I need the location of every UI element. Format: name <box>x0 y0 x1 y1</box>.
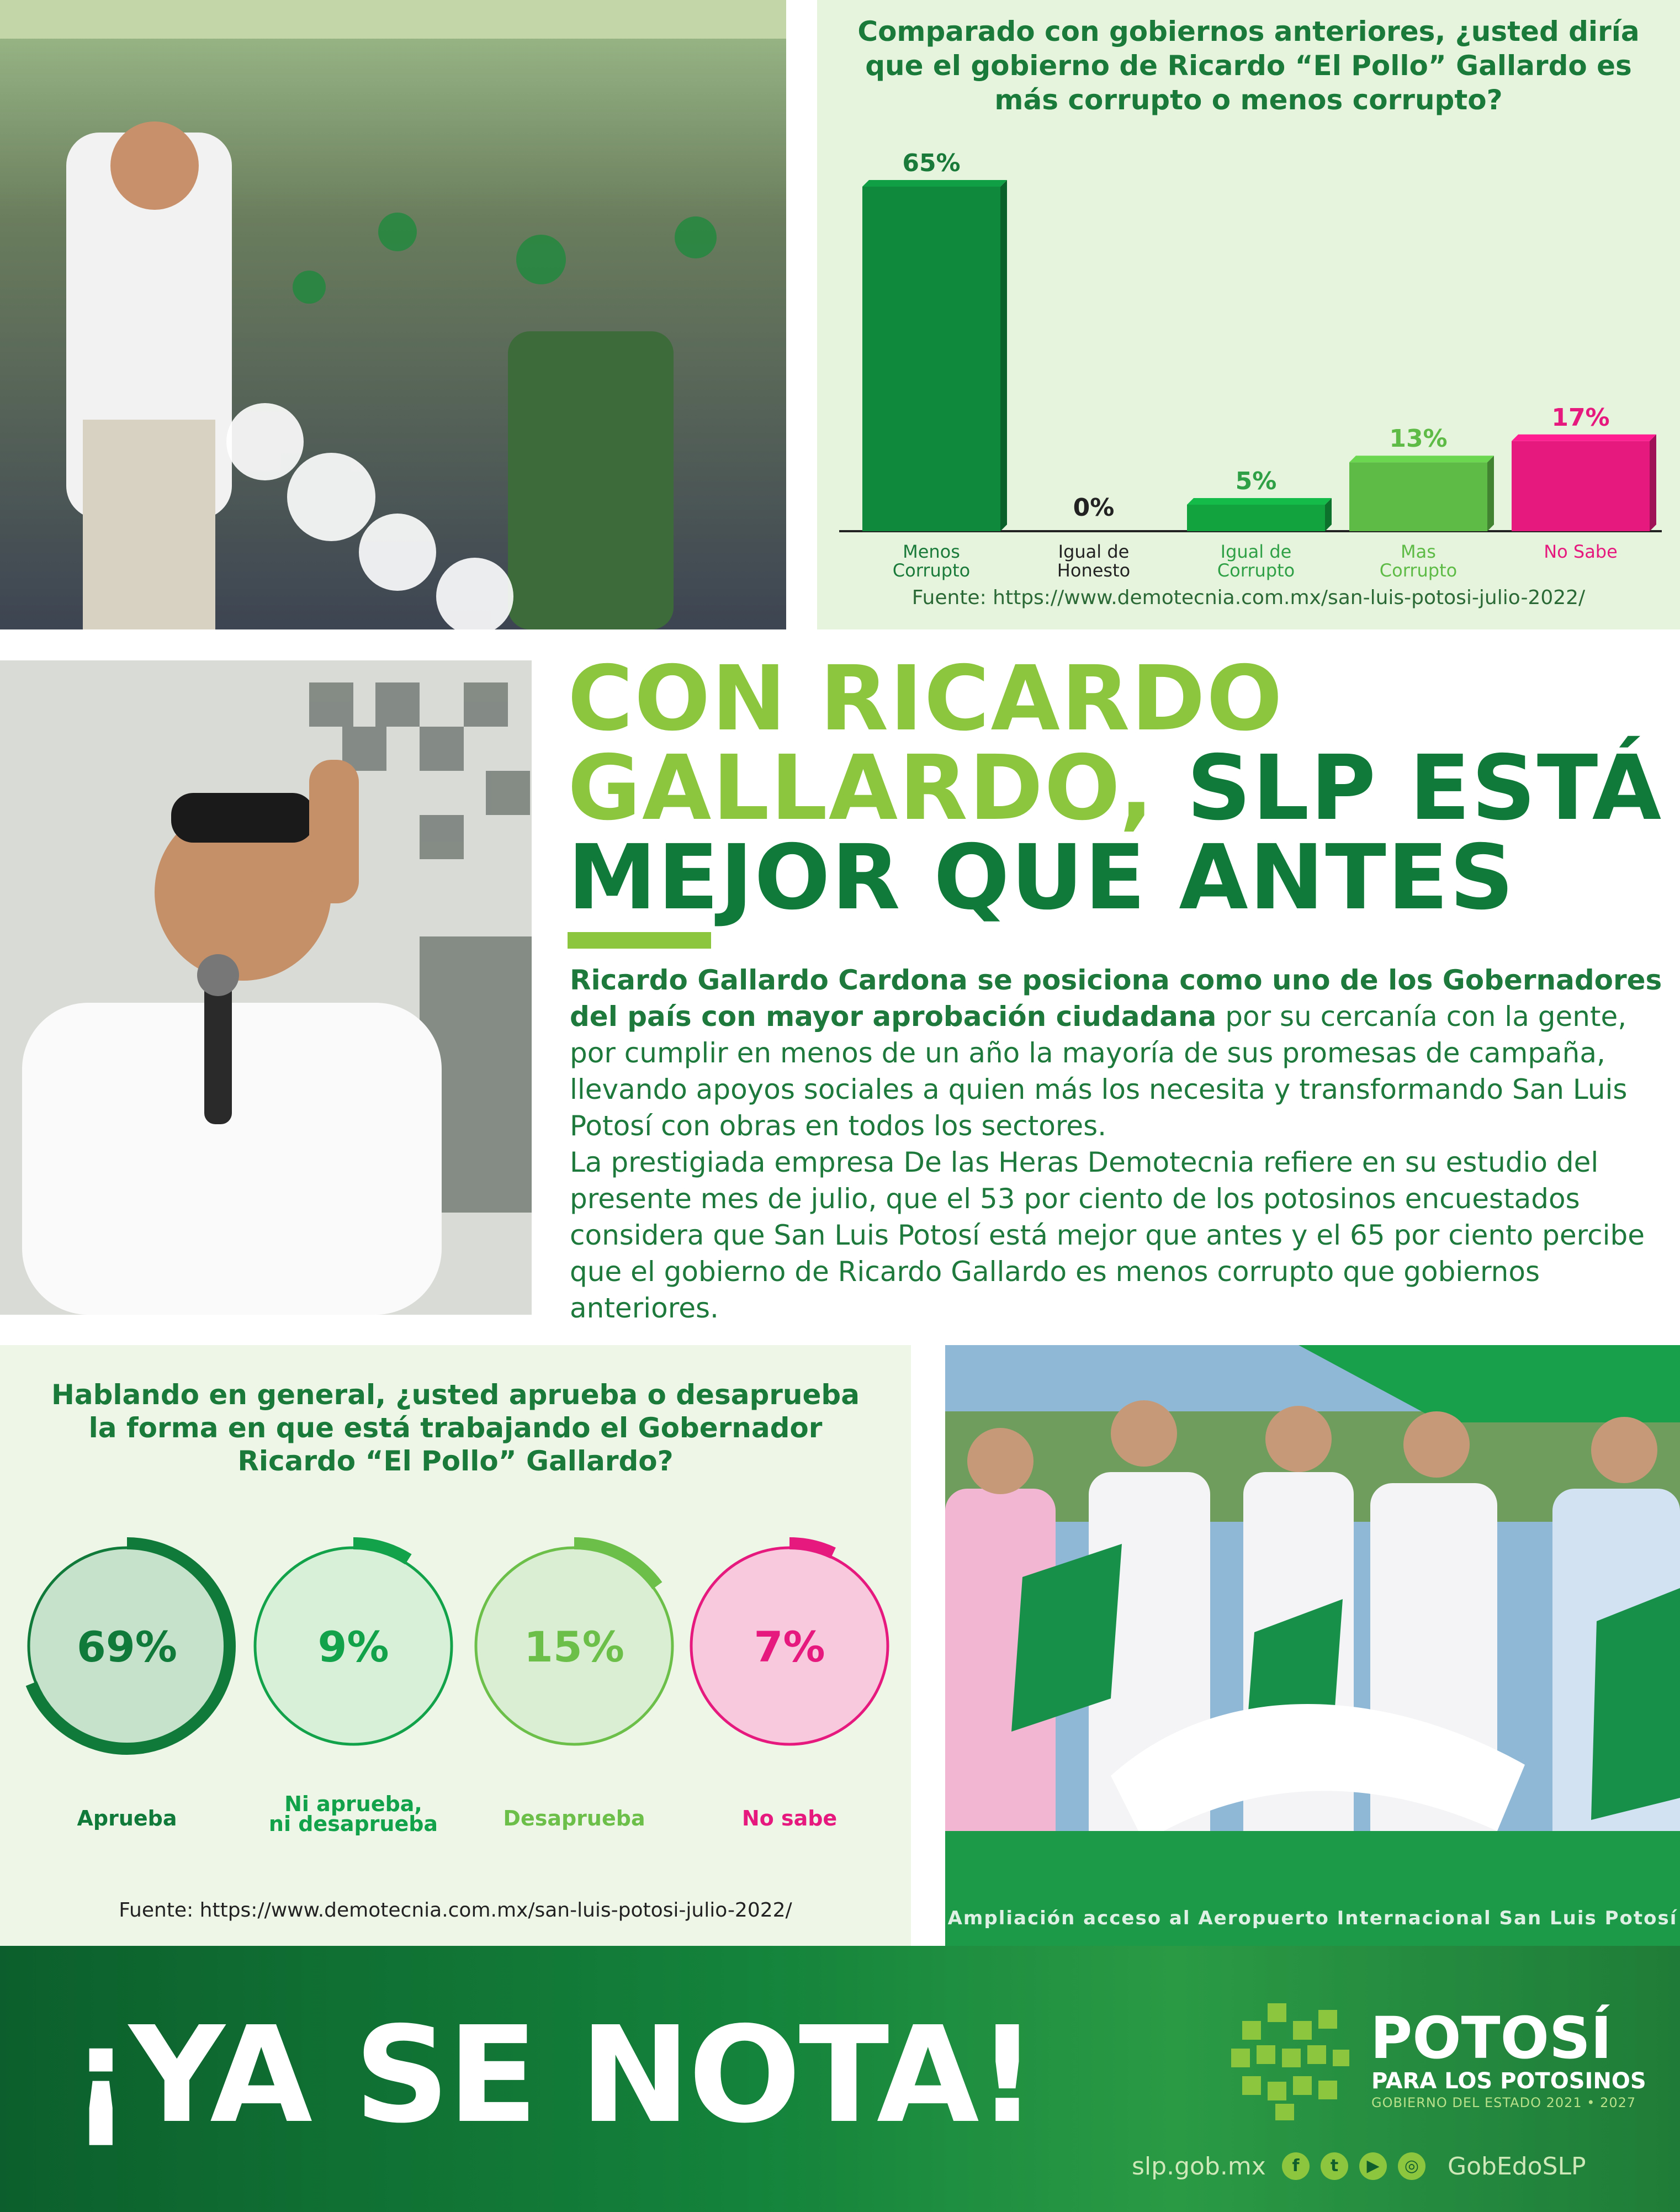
bar-category-label: Menos <box>903 541 960 562</box>
state-logo-icon <box>1220 1988 1358 2126</box>
bar-chart-title: Comparado con gobiernos anteriores, ¿usted diría que el gobierno de Ricardo “El Pollo” Gallardo es más corrupto o menos corrupto? <box>857 15 1640 116</box>
bar-category-label: Igual de <box>1058 541 1130 562</box>
headline-line-2a: GALLARDO, <box>568 737 1155 840</box>
corruption-bar-chart <box>817 0 1680 629</box>
gauge-value-label: 15% <box>524 1622 624 1671</box>
headline-line-1: CON RICARDO <box>568 647 1284 751</box>
facebook-icon[interactable]: f <box>1282 2152 1310 2180</box>
bar-category-label: Corrupto <box>892 560 971 581</box>
bar-value-label: 0% <box>1073 494 1115 522</box>
article-paragraph-1 <box>570 962 1668 1144</box>
bar-category-label: Mas <box>1401 541 1436 562</box>
bar-category-label: Honesto <box>1057 560 1131 581</box>
headline-line-3: MEJOR QUE ANTES <box>568 826 1515 930</box>
article-paragraph-2: La prestigiada empresa De las Heras Demotecnia refiere en su estudio del presente mes de julio, que el 53 por ciento de los potosinos encuestados considera que San Luis Potosí está mejor que antes y el 65 por ciento percibe que el gobierno de Ricardo Gallardo es menos corrupto que gobiernos anteriores. <box>570 1146 1645 1324</box>
youtube-icon[interactable]: ▶ <box>1359 2152 1387 2180</box>
bar-category-label: Corrupto <box>1379 560 1458 581</box>
gauge-category-label: Aprueba <box>77 1806 177 1830</box>
bar <box>1187 498 1332 531</box>
gauge-category-label: Desaprueba <box>503 1806 645 1830</box>
article-lead: Ricardo Gallardo Cardona se posiciona como uno de los Gobernadores del país con mayor aprobación ciudadana <box>570 964 1662 1033</box>
gauge-value-label: 7% <box>754 1622 825 1671</box>
bar-value-label: 5% <box>1235 467 1277 495</box>
brand-subtitle: GOBIERNO DEL ESTADO 2021 • 2027 <box>1371 2095 1636 2110</box>
approval-gauge-chart <box>0 1345 911 1946</box>
bar-value-label: 13% <box>1389 425 1448 453</box>
footer <box>0 1946 1680 2212</box>
gauge-value-label: 69% <box>77 1622 177 1671</box>
bar-chart-source: Fuente: https://www.demotecnia.com.mx/san-luis-potosi-julio-2022/ <box>911 586 1586 609</box>
gauge-chart-title: Hablando en general, ¿usted aprueba o desaprueba la forma en que está trabajando el Gobernador Ricardo “El Pollo” Gallardo? <box>51 1379 860 1477</box>
brand-tagline: PARA LOS POTOSINOS <box>1371 2068 1646 2094</box>
headline <box>568 647 1680 930</box>
gauge-chart-source: Fuente: https://www.demotecnia.com.mx/san-luis-potosi-julio-2022/ <box>119 1899 792 1922</box>
bar-category-label: No Sabe <box>1544 541 1618 562</box>
corruption-chart-panel <box>817 0 1680 629</box>
bar-category-label: Igual de <box>1220 541 1292 562</box>
article-body <box>570 962 1668 1326</box>
brand-name: POTOSÍ <box>1370 2004 1612 2072</box>
bar-value-label: 65% <box>902 149 961 177</box>
gauge-category-label: No sabe <box>741 1806 838 1830</box>
event-photo <box>0 0 786 629</box>
instagram-icon[interactable]: ◎ <box>1398 2152 1425 2180</box>
ceremony-photo <box>945 1345 1680 1946</box>
gauge-category-label: Ni aprueba, <box>284 1792 422 1816</box>
photo-banner-text: Ampliación acceso al Aeropuerto Internacional San Luis Potosí <box>947 1907 1678 1929</box>
headline-line-2b: SLP ESTÁ <box>1186 737 1663 840</box>
headline-underline <box>568 932 711 949</box>
social-handle[interactable]: GobEdoSLP <box>1448 2152 1586 2181</box>
governor-photo <box>0 660 532 1315</box>
bar <box>1349 456 1494 531</box>
bar-category-label: Corrupto <box>1217 560 1295 581</box>
bar <box>862 180 1007 531</box>
article-paragraph-1-rest: por su cercanía con la gente, por cumplir en menos de un año la mayoría de sus promesas de campaña, llevando apoyos sociales a quien más los necesita y transformando San Luis Potosí con obras en todos los sectores. <box>570 1001 1628 1142</box>
website-link[interactable]: slp.gob.mx <box>1132 2152 1266 2181</box>
gauge-category-label: ni desaprueba <box>268 1812 438 1836</box>
approval-chart-panel <box>0 1345 911 1946</box>
twitter-icon[interactable]: t <box>1321 2152 1348 2180</box>
slogan: ¡YA SE NOTA! <box>71 1998 1036 2152</box>
bar-value-label: 17% <box>1551 403 1610 432</box>
gauge-value-label: 9% <box>317 1622 389 1671</box>
bar <box>1512 435 1656 531</box>
